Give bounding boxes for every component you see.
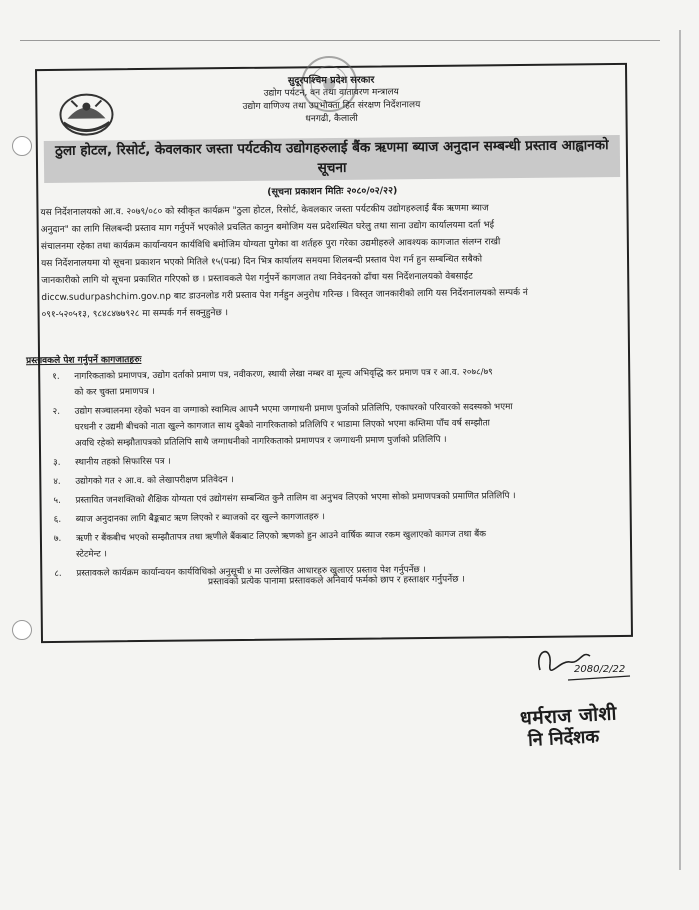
item-text: उद्योग सञ्चालनमा रहेको भवन वा जग्गाको स्वामित्व आफ्नै भएमा जग्गाधनी प्रमाण पुर्जाको प्रतिलिपि, एकाघरको परिवारको सदस्यको भएमा: [74, 402, 513, 417]
item-number: ३.: [53, 457, 61, 468]
title-line-1: ठुला होटल, रिसोर्ट, केवलकार जस्ता पर्यटकीय उद्योगहरुलाई बैंक ऋणमा ब्याज अनुदान सम्बन्धी प्रस्ताव आह्वानको: [55, 137, 609, 159]
item-text: को कर चुक्ता प्रमाणपत्र ।: [74, 386, 155, 398]
punch-hole: [12, 136, 32, 156]
scan-edge-line: [20, 40, 660, 41]
item-text: अवधि रहेको सम्झौतापत्रको प्रतिलिपि साथै जग्गाधनीको नागरिकताको प्रमाणपत्र र जग्गाधनी प्रमाण पुर्जाको प्रतिलिपि ।: [74, 434, 447, 449]
punch-hole: [12, 620, 32, 640]
item-number: ५.: [53, 495, 61, 506]
list-item: [54, 525, 622, 563]
directorate-name: उद्योग वाणिज्य तथा उपभोक्ता हित संरक्षण निर्देशनालय: [242, 100, 421, 112]
officer-name: धर्मराज जोशी: [519, 702, 618, 730]
item-text: स्टेटमेन्ट ।: [76, 549, 108, 560]
list-item: [53, 487, 621, 509]
body-line: संचालनमा रहेका तथा कार्यक्रम कार्यान्वयन कार्यविधि बमोजिम योग्यता पुगेका वा शर्तहरु पुरा गरेका उद्यमीहरुले आवश्यक कागजात संलग्न राखी: [40, 237, 501, 253]
list-item: [54, 506, 622, 528]
item-text: स्थानीय तहको सिफारिस पत्र ।: [75, 456, 171, 468]
list-item: [53, 398, 621, 452]
body-line: जानकारीको लागि यो सूचना प्रकाशित गरिएको छ । प्रस्तावकले पेश गर्नुपर्ने कागजात तथा निवेदनको ढाँचा यस निर्देशनालयको वेबसाईट: [41, 271, 473, 287]
item-text: प्रस्तावकले कार्यक्रम कार्यान्वयन कार्यविधिको अनुसूची ४ मा उल्लेखित आधारहरु खुलाएर प्रस्ताव पेश गर्नुपर्नेछ ।: [76, 565, 426, 579]
office-location: धनगढी, कैलाली: [305, 113, 358, 125]
item-text: नागरिकताको प्रमाणपत्र, उद्योग दर्ताको प्रमाण पत्र, नवीकरण, स्थायी लेखा नम्बर वा मूल्य अभिवृद्धि कर प्रमाण पत्र र आ.व. २०७८/७९: [74, 367, 493, 382]
item-number: ८.: [54, 568, 62, 579]
notice-frame: [26, 63, 633, 643]
notice-title: [44, 135, 620, 183]
notice-body: [40, 199, 621, 324]
item-text: घरधनी र उद्यमी बीचको नाता खुल्ने कागजात साथ दुबैको नागरिकताको प्रतिलिपि र भाडामा लिएको भएमा कम्तिमा पाँच वर्ष सम्झौता: [74, 418, 490, 433]
item-number: २.: [52, 406, 61, 417]
list-item: [52, 363, 620, 401]
item-number: ४.: [53, 476, 61, 487]
ministry-name: उद्योग पर्यटन, वन तथा वातावरण मन्त्रालय: [263, 87, 399, 99]
title-line-2: सूचना: [317, 159, 347, 177]
signature-date: 2080/2/22: [574, 664, 626, 675]
scan-right-edge: [679, 30, 681, 870]
list-item: [53, 449, 621, 471]
item-text: ऋणी र बैंकबीच भएको सम्झौतापत्र तथा ऋणीले बैंकबाट लिएको ऋणको हुन आउने वार्षिक ब्याज रकम खुलाएको कागज तथा बैंक: [75, 529, 487, 544]
footer-note: प्रस्तावको प्रत्येक पानामा प्रस्तावकले अनिवार्य फर्मको छाप र हस्ताक्षर गर्नुपर्नेछ ।: [207, 574, 465, 588]
province-government: सुदूरपश्चिम प्रदेश सरकार: [287, 74, 375, 87]
body-line: diccw.sudurpashchim.gov.np बाट डाउनलोड गरी प्रस्ताव पेश गर्नहुन अनुरोध गरिन्छ । विस्तृत जानकारीको लागि यस निर्देशनालयको सम्पर्क नं: [41, 287, 528, 304]
list-item: [53, 468, 621, 490]
item-text: ब्याज अनुदानका लागि बैङ्कबाट ऋण लिएको र ब्याजको दर खुल्ने कागजातहरु ।: [75, 512, 325, 525]
documents-list: [52, 363, 622, 585]
item-number: ७.: [53, 533, 62, 544]
item-text: उद्योगको गत २ आ.व. को लेखापरीक्षण प्रतिवेदन ।: [75, 475, 234, 487]
documents-heading: प्रस्तावकले पेश गर्नुपर्ने कागजातहरुः: [26, 355, 142, 367]
body-line: अनुदान" का लागि सिलबन्दी प्रस्ताव माग गर्नुपर्ने भएकोले प्रचलित कानुन बमोजिम यस प्रदेशस्थित घरेलु तथा साना उद्योग कार्यालयमा दर्ता भई: [40, 220, 495, 236]
office-header: [37, 71, 626, 129]
body-line: यस निर्देशनालयमा यो सूचना प्रकाशन भएको मितिले १५(पन्ध्र) दिन भित्र कार्यालय समयमा शिलबन्दी प्रस्ताव पेश गर्न हुन सम्बन्धित सबैको: [41, 254, 483, 270]
item-text: प्रस्तावित जनशक्तिको शैक्षिक योग्यता एवं उद्योगसंग सम्बन्धित कुनै तालिम वा अनुभव लिएको भएमा सोको प्रमाणपत्रको प्रमाणित प्रतिलिपि ।: [75, 491, 516, 506]
body-line: ०९१-५२०५१३, ९८४८४७७९२८ मा सम्पर्क गर्न सक्नुहुनेछ ।: [41, 308, 229, 321]
officer-title: नि निर्देशक: [527, 726, 600, 751]
publication-date: (सूचना प्रकाशन मितिः २०८०/०२/२२): [267, 185, 398, 198]
item-number: १.: [52, 371, 60, 382]
body-line: यस निर्देशनालयको आ.व. २०७९/०८० को स्वीकृत कार्यक्रम "ठुला होटल, रिसोर्ट, केवलकार जस्ता पर्यटकीय उद्योगहरुलाई बैंक ऋणमा ब्याज: [40, 203, 489, 219]
item-number: ६.: [53, 514, 62, 525]
